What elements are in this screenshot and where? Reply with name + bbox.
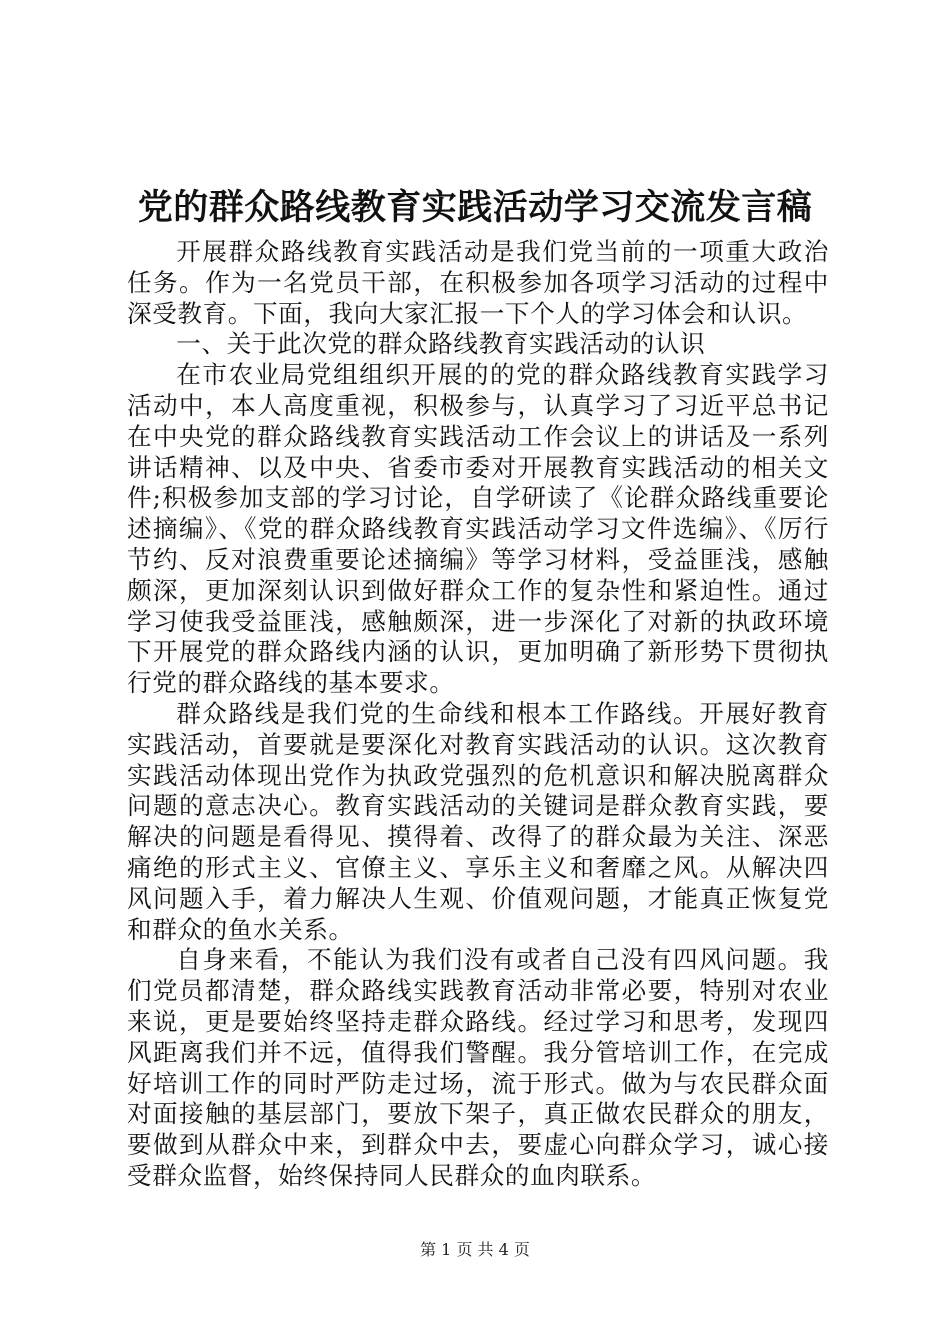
section-heading: 一、关于此次党的群众路线教育实践活动的认识: [176, 329, 706, 359]
paragraph-study: 在市农业局党组组织开展的的党的群众路线教育实践学习活动中，本人高度重视，积极参与，认真学习了习近平总书记在中央党的群众路线教育实践活动工作会议上的讲话及一系列讲话精神、以及中央、省委市委对开展教育实践活动的相关文件;积极参加支部的学习讨论，自学研读了《论群众路线重要论述摘编》、《党的群众路线教育实践活动学习文件选编》、《厉行节约、反对浪费重要论述摘编》等学习材料，受益匪浅，感触颇深，更加深刻认识到做好群众工作的复杂性和紧迫性。通过学习使我受益匪浅，感触颇深，进一步深化了对新的执政环境下开展党的群众路线内涵的认识，更加明确了新形势下贯彻执行党的群众路线的基本要求。: [127, 360, 829, 698]
paragraph-mass-line: 群众路线是我们党的生命线和根本工作路线。开展好教育实践活动，首要就是要深化对教育实践活动的认识。这次教育实践活动体现出党作为执政党强烈的危机意识和解决脱离群众问题的意志决心。教育实践活动的关键词是群众教育实践，要解决的问题是看得见、摸得着、改得了的群众最为关注、深恶痛绝的形式主义、官僚主义、享乐主义和奢靡之风。从解决四风问题入手，着力解决人生观、价值观问题，才能真正恢复党和群众的鱼水关系。: [127, 698, 829, 944]
document-title: 党的群众路线教育实践活动学习交流发言稿: [137, 187, 813, 228]
page-number-footer: 第 1 页 共 4 页: [420, 1240, 530, 1259]
paragraph-self-review: 自身来看，不能认为我们没有或者自己没有四风问题。我们党员都清楚，群众路线实践教育活动非常必要，特别对农业来说，更是要始终坚持走群众路线。经过学习和思考，发现四风距离我们并不远，值得我们警醒。我分管培训工作，在完成好培训工作的同时严防走过场，流于形式。做为与农民群众面对面接触的基层部门，要放下架子，真正做农民群众的朋友，要做到从群众中来，到群众中去，要虚心向群众学习，诚心接受群众监督，始终保持同人民群众的血肉联系。: [127, 945, 829, 1190]
paragraph-intro: 开展群众路线教育实践活动是我们党当前的一项重大政治任务。作为一名党员干部，在积极参加各项学习活动的过程中深受教育。下面，我向大家汇报一下个人的学习体会和认识。: [127, 237, 829, 328]
document-body: [127, 237, 829, 1192]
